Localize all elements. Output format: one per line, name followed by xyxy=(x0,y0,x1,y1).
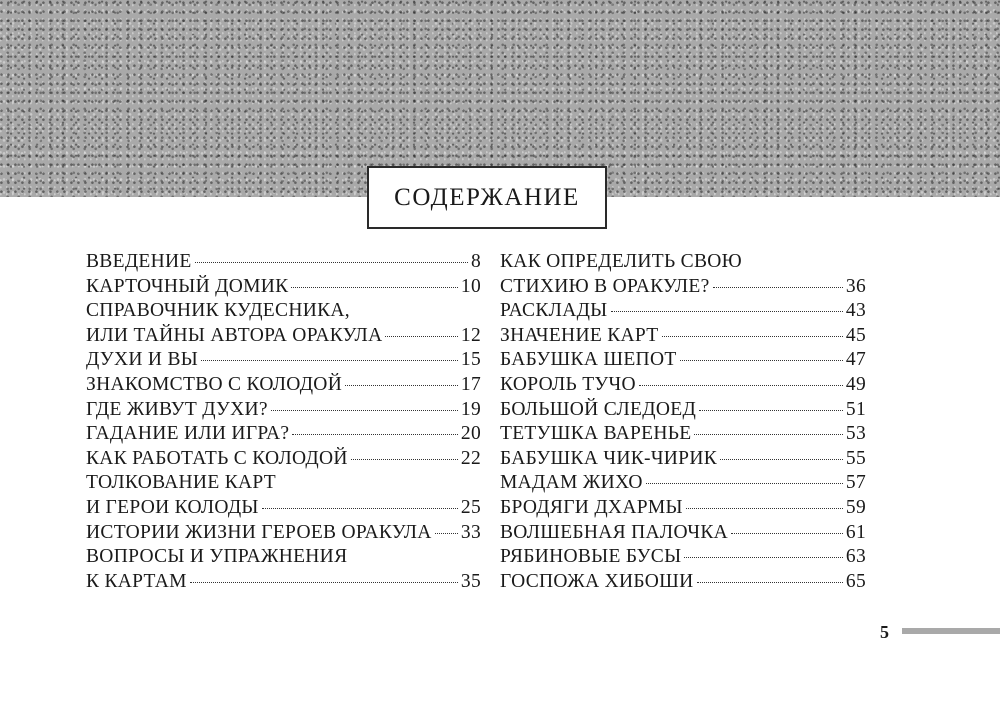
toc-leader-dots xyxy=(345,385,458,386)
toc-entry-title: БРОДЯГИ ДХАРМЫ xyxy=(500,496,683,518)
toc-entry-title: БОЛЬШОЙ СЛЕДОЕД xyxy=(500,398,697,420)
toc-leader-dots xyxy=(662,336,843,337)
toc-entry-title: ДУХИ И ВЫ xyxy=(86,349,199,371)
page-number-bar xyxy=(902,628,1000,634)
toc-leader-dots xyxy=(271,410,458,411)
toc-entry-title: КАК ОПРЕДЕЛИТЬ СВОЮ xyxy=(500,251,742,272)
toc-entry xyxy=(86,471,481,496)
toc-leader-dots xyxy=(699,410,843,411)
toc-leader-dots xyxy=(684,557,842,558)
toc-entry xyxy=(86,447,481,472)
toc-leader-dots xyxy=(713,287,843,288)
toc-entry xyxy=(86,250,481,275)
toc-entry xyxy=(500,299,866,324)
toc-entry xyxy=(500,447,866,472)
toc-leader-dots xyxy=(720,459,843,460)
toc-entry xyxy=(500,324,866,349)
toc-entry-page: 63 xyxy=(845,546,866,568)
toc-entry xyxy=(500,250,866,275)
toc-entry-page: 65 xyxy=(845,570,866,592)
toc-entry-page: 36 xyxy=(845,275,866,297)
toc-entry-page: 20 xyxy=(460,423,481,445)
toc-leader-dots xyxy=(385,336,457,337)
toc-entry-page: 53 xyxy=(845,423,866,445)
toc-entry xyxy=(500,521,866,546)
page-title: СОДЕРЖАНИЕ xyxy=(394,183,580,211)
page-number: 5 xyxy=(880,622,889,642)
toc-entry-title: ГДЕ ЖИВУТ ДУХИ? xyxy=(86,398,268,420)
toc-entry xyxy=(500,570,866,595)
toc-entry-page: 19 xyxy=(460,398,481,420)
toc-entry-title: КАРТОЧНЫЙ ДОМИК xyxy=(86,275,289,297)
toc-leader-dots xyxy=(262,508,458,509)
toc-entry-title: И ГЕРОИ КОЛОДЫ xyxy=(86,496,259,518)
toc-entry-page: 61 xyxy=(845,521,866,543)
toc-entry xyxy=(86,324,481,349)
toc-entry xyxy=(86,422,481,447)
toc-leader-dots xyxy=(611,311,843,312)
toc-leader-dots xyxy=(435,533,458,534)
toc-entry-title: МАДАМ ЖИХО xyxy=(500,472,643,494)
toc-entry-page: 33 xyxy=(460,521,481,543)
toc-entry-page: 47 xyxy=(845,349,866,371)
toc-entry-title: К КАРТАМ xyxy=(86,570,187,592)
toc-entry-title: СПРАВОЧНИК КУДЕСНИКА, xyxy=(86,300,350,322)
toc-entry-page: 49 xyxy=(845,373,866,395)
toc-entry-page: 51 xyxy=(845,398,866,420)
toc-leader-dots xyxy=(292,434,458,435)
toc-entry-title: ГОСПОЖА ХИБОШИ xyxy=(500,570,694,592)
toc-entry xyxy=(86,348,481,373)
toc-entry-page: 25 xyxy=(460,496,481,518)
title-box xyxy=(367,166,607,229)
toc-entry-title: ТОЛКОВАНИЕ КАРТ xyxy=(86,472,276,494)
toc-entry-title: РЯБИНОВЫЕ БУСЫ xyxy=(500,546,682,568)
toc-column-right xyxy=(500,250,866,594)
toc-entry-title: БАБУШКА ЧИК-ЧИРИК xyxy=(500,447,718,469)
toc-entry-title: ВОПРОСЫ И УПРАЖНЕНИЯ xyxy=(86,546,348,568)
toc-entry-title: ЗНАЧЕНИЕ КАРТ xyxy=(500,324,659,346)
toc-entry-page: 17 xyxy=(460,373,481,395)
toc-entry xyxy=(500,275,866,300)
toc-entry xyxy=(86,496,481,521)
toc-leader-dots xyxy=(680,360,843,361)
toc-entry xyxy=(500,373,866,398)
toc-entry xyxy=(500,471,866,496)
toc-entry-page: 10 xyxy=(460,275,481,297)
toc-leader-dots xyxy=(291,287,457,288)
toc-leader-dots xyxy=(351,459,458,460)
toc-leader-dots xyxy=(201,360,458,361)
toc-entry-title: ВОЛШЕБНАЯ ПАЛОЧКА xyxy=(500,521,729,543)
toc-leader-dots xyxy=(646,483,843,484)
toc-entry xyxy=(500,545,866,570)
toc-entry xyxy=(86,545,481,570)
toc-entry xyxy=(86,398,481,423)
toc-entry-page: 57 xyxy=(845,472,866,494)
toc-leader-dots xyxy=(731,533,843,534)
toc-entry-title: РАСКЛАДЫ xyxy=(500,300,608,322)
toc-column-left xyxy=(86,250,481,594)
toc-leader-dots xyxy=(195,262,468,263)
toc-entry-title: ВВЕДЕНИЕ xyxy=(86,251,192,272)
toc-entry-page: 59 xyxy=(845,496,866,518)
toc-entry xyxy=(86,373,481,398)
toc-entry-page: 35 xyxy=(460,570,481,592)
toc-entry xyxy=(86,299,481,324)
toc-entry-page: 45 xyxy=(845,324,866,346)
toc-leader-dots xyxy=(686,508,843,509)
toc-entry xyxy=(86,570,481,595)
toc-entry-title: ТЕТУШКА ВАРЕНЬЕ xyxy=(500,423,692,445)
toc-leader-dots xyxy=(639,385,843,386)
toc-entry-title: ИСТОРИИ ЖИЗНИ ГЕРОЕВ ОРАКУЛА xyxy=(86,521,432,543)
toc-leader-dots xyxy=(190,582,458,583)
toc-leader-dots xyxy=(694,434,842,435)
toc-entry xyxy=(86,521,481,546)
toc-entry-page: 22 xyxy=(460,447,481,469)
toc-leader-dots xyxy=(697,582,843,583)
toc-entry xyxy=(500,348,866,373)
toc-entry-page: 12 xyxy=(460,324,481,346)
toc-entry-title: ЗНАКОМСТВО С КОЛОДОЙ xyxy=(86,373,343,395)
toc-entry-title: СТИХИЮ В ОРАКУЛЕ? xyxy=(500,275,710,297)
toc-entry xyxy=(500,398,866,423)
toc-entry-title: ИЛИ ТАЙНЫ АВТОРА ОРАКУЛА xyxy=(86,324,383,346)
toc-entry-title: БАБУШКА ШЕПОТ xyxy=(500,349,677,371)
toc-entry-title: КОРОЛЬ ТУЧО xyxy=(500,373,636,395)
toc-entry-page: 8 xyxy=(470,251,481,272)
toc-entry xyxy=(86,275,481,300)
toc-entry-page: 15 xyxy=(460,349,481,371)
toc-entry xyxy=(500,496,866,521)
toc-entry-page: 55 xyxy=(845,447,866,469)
toc-entry xyxy=(500,422,866,447)
toc-entry-title: КАК РАБОТАТЬ С КОЛОДОЙ xyxy=(86,447,348,469)
toc-entry-page: 43 xyxy=(845,300,866,322)
toc-entry-title: ГАДАНИЕ ИЛИ ИГРА? xyxy=(86,423,290,445)
